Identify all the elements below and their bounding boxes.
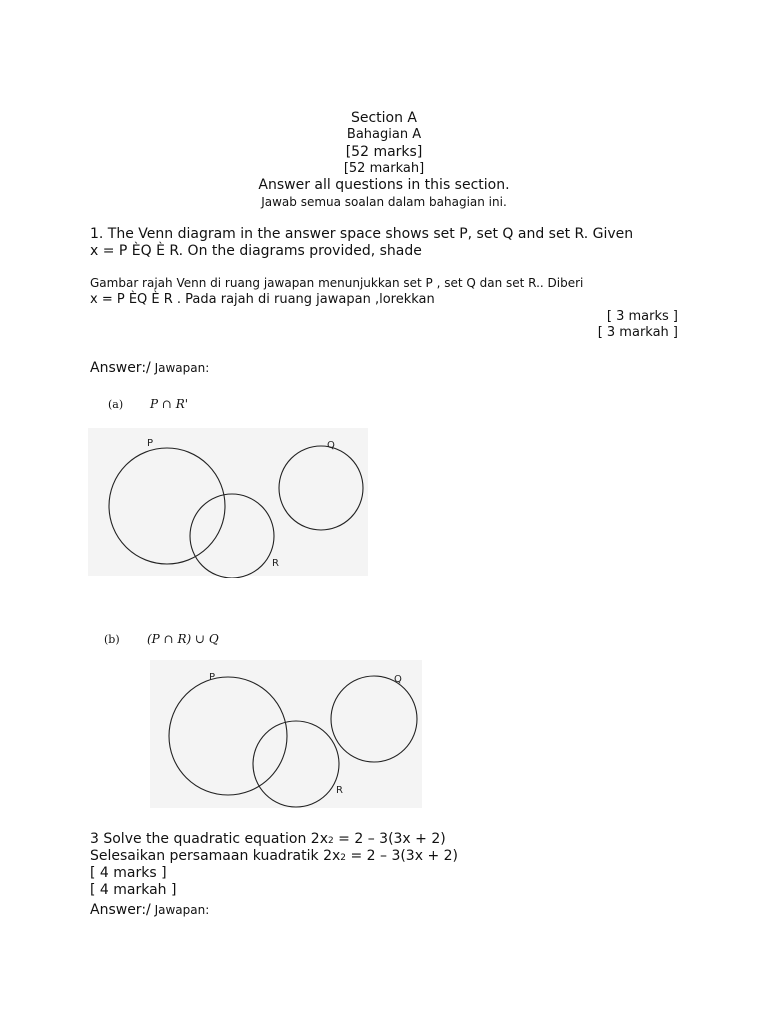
- q1-text-line1: 1. The Venn diagram in the answer space shows set P, set Q and set R. Given: [90, 226, 634, 242]
- q1-marks: [ 3 marks ]: [606, 309, 678, 324]
- venn-b-label-p: P: [209, 672, 216, 683]
- venn-a-label-q: Q: [327, 440, 335, 451]
- q1-text-ms-line2: x = P ÈQ È R . Pada rajah di ruang jawapan ,lorekkan: [90, 292, 435, 307]
- q3-text-post: = 2 – 3(3x + 2): [333, 831, 446, 847]
- venn-b-universe: [150, 660, 422, 808]
- q3-text-ms: [90, 848, 458, 864]
- venn-a-label-p: P: [147, 438, 154, 449]
- q1-answer-label: [90, 357, 209, 376]
- venn-a-label-r: R: [272, 558, 279, 569]
- q3-answer-label: [90, 899, 209, 918]
- instruction: Answer all questions in this section.: [258, 177, 510, 193]
- answer-label-ms: Jawapan:: [150, 361, 210, 375]
- instruction-ms: Jawab semua soalan dalam bahagian ini.: [261, 195, 507, 209]
- venn-diagram-b[interactable]: [150, 660, 422, 808]
- part-a-expression: P ∩ R': [150, 397, 189, 411]
- part-b-expression: (P ∩ R) ∪ Q: [147, 632, 219, 646]
- q1-text-ms-line1: Gambar rajah Venn di ruang jawapan menunjukkan set P , set Q dan set R.. Diberi: [90, 276, 584, 290]
- part-a-label: (a): [108, 398, 124, 411]
- q3-marks-ms: [ 4 markah ]: [90, 882, 177, 898]
- venn-b-label-r: R: [336, 785, 343, 796]
- q3-answer-label-ms: Jawapan:: [150, 903, 210, 917]
- section-title-ms: Bahagian A: [346, 127, 422, 142]
- q3-text: [90, 831, 446, 847]
- venn-b-label-q: Q: [394, 674, 402, 685]
- q3-text-pre: 3 Solve the quadratic equation 2x: [90, 831, 328, 847]
- q3-text-sub: 2: [327, 836, 334, 846]
- q1-marks-ms: [ 3 markah ]: [597, 325, 678, 340]
- q1-text-line2: x = P ÈQ È R. On the diagrams provided, shade: [90, 243, 422, 259]
- q3-text-ms-post: = 2 – 3(3x + 2): [346, 848, 458, 864]
- venn-diagram-a[interactable]: [88, 426, 368, 578]
- q3-marks: [ 4 marks ]: [90, 865, 167, 881]
- section-marks: [52 marks]: [345, 144, 423, 160]
- part-b-label: (b): [104, 633, 120, 646]
- q3-answer-label-en: Answer:/: [90, 902, 151, 918]
- venn-a-universe: [88, 428, 368, 576]
- section-marks-ms: [52 markah]: [343, 161, 425, 176]
- q3-text-ms-sub: 2: [340, 853, 346, 863]
- q3-text-ms-pre: Selesaikan persamaan kuadratik 2x: [90, 848, 341, 864]
- section-title: Section A: [350, 110, 418, 126]
- answer-label-en: Answer:/: [90, 360, 151, 376]
